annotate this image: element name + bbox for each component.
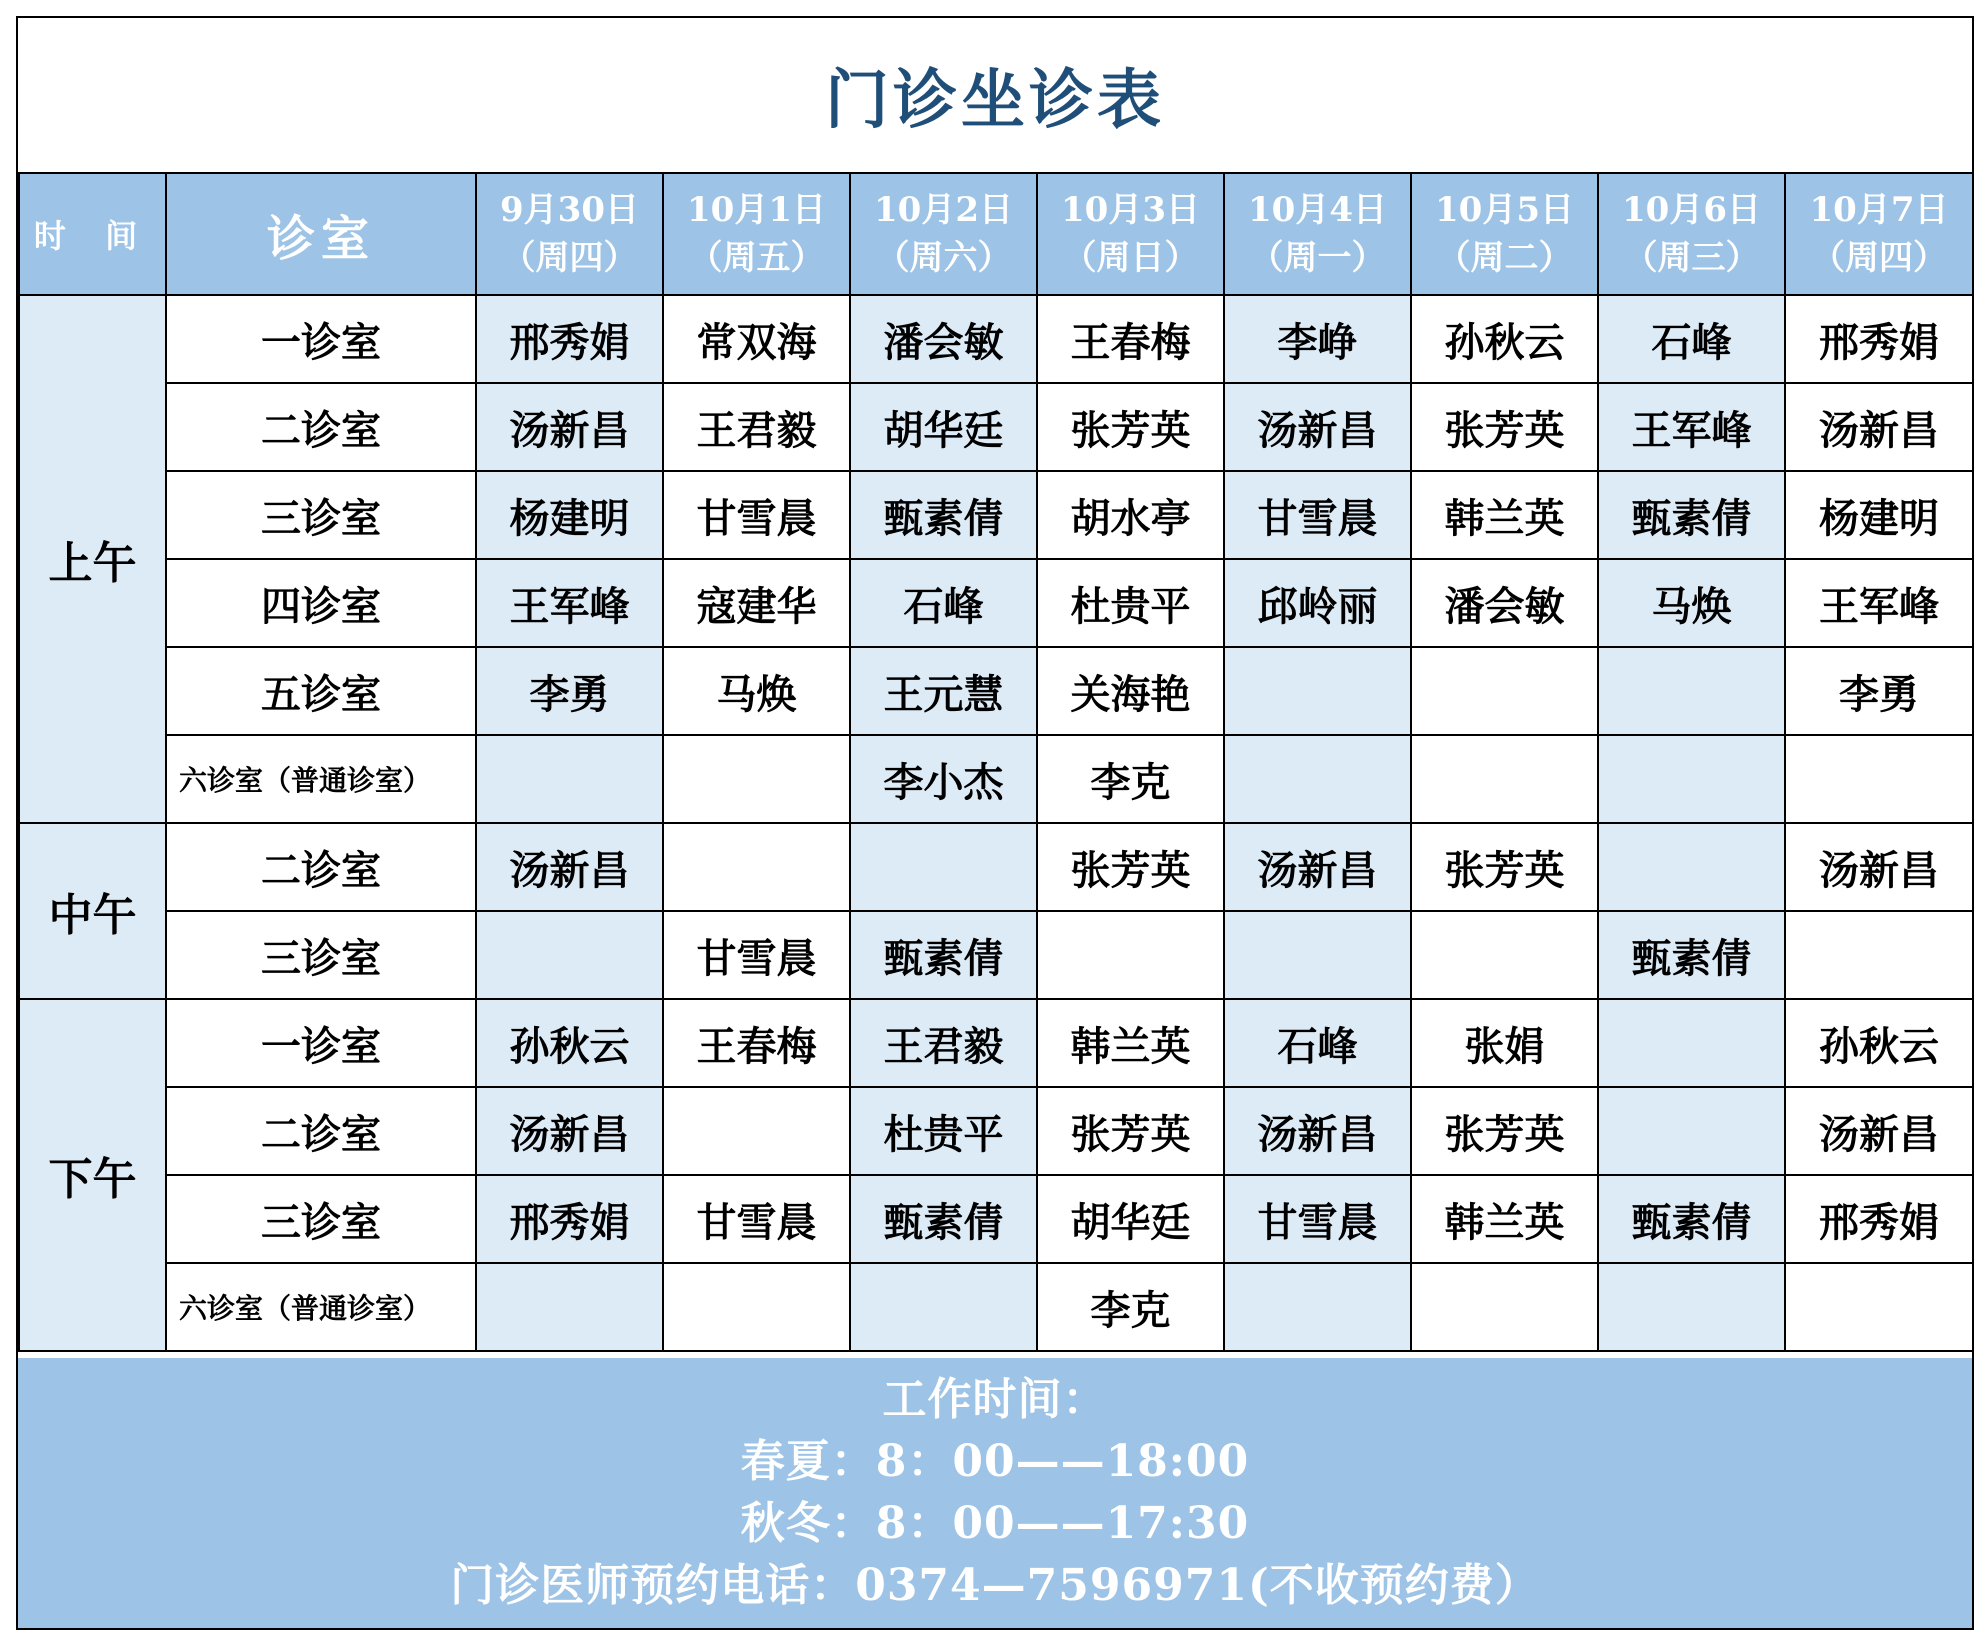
doctor-cell (663, 735, 850, 823)
doctor-cell: 甘雪晨 (1224, 471, 1411, 559)
doctor-cell: 石峰 (1598, 295, 1785, 383)
doctor-cell: 孙秋云 (1411, 295, 1598, 383)
doctor-cell: 潘会敏 (850, 295, 1037, 383)
doctor-cell: 韩兰英 (1411, 1175, 1598, 1263)
doctor-cell: 王军峰 (476, 559, 663, 647)
doctor-cell: 汤新昌 (1224, 383, 1411, 471)
doctor-cell (1411, 735, 1598, 823)
doctor-cell: 石峰 (850, 559, 1037, 647)
doctor-cell (1598, 823, 1785, 911)
doctor-cell: 王君毅 (850, 999, 1037, 1087)
schedule-row (19, 911, 1973, 999)
doctor-cell (850, 1263, 1037, 1351)
date-header: 10月1日 （周五） (663, 173, 850, 295)
doctor-cell (1224, 647, 1411, 735)
page-title: 门诊坐诊表 (825, 63, 1165, 138)
doctor-cell: 甘雪晨 (1224, 1175, 1411, 1263)
doctor-cell: 张芳英 (1411, 823, 1598, 911)
doctor-cell (1224, 911, 1411, 999)
room-label: 三诊室 (166, 471, 476, 559)
room-label: 六诊室（普通诊室） (166, 735, 476, 823)
room-label: 三诊室 (166, 1175, 476, 1263)
doctor-cell (1598, 999, 1785, 1087)
doctor-cell: 汤新昌 (476, 1087, 663, 1175)
doctor-cell (1598, 735, 1785, 823)
doctor-cell: 邢秀娟 (476, 1175, 663, 1263)
doctor-cell (1598, 647, 1785, 735)
room-label: 五诊室 (166, 647, 476, 735)
doctor-cell: 张芳英 (1411, 383, 1598, 471)
doctor-cell: 马焕 (663, 647, 850, 735)
doctor-cell: 甘雪晨 (663, 1175, 850, 1263)
doctor-cell: 杜贵平 (1037, 559, 1224, 647)
doctor-cell: 杨建明 (1785, 471, 1973, 559)
date-header: 10月5日 （周二） (1411, 173, 1598, 295)
doctor-cell: 张娟 (1411, 999, 1598, 1087)
doctor-cell: 王君毅 (663, 383, 850, 471)
room-label: 四诊室 (166, 559, 476, 647)
room-label: 二诊室 (166, 823, 476, 911)
doctor-cell: 汤新昌 (1785, 383, 1973, 471)
doctor-cell: 甄素倩 (850, 471, 1037, 559)
doctor-cell (476, 735, 663, 823)
period-label: 下午 (19, 999, 166, 1351)
date-header: 9月30日 （周四） (476, 173, 663, 295)
header-row (19, 173, 1973, 295)
room-header: 诊室 (166, 173, 476, 295)
schedule-row (19, 647, 1973, 735)
work-hours-footer (18, 1358, 1972, 1628)
doctor-cell (1411, 647, 1598, 735)
doctor-cell: 张芳英 (1411, 1087, 1598, 1175)
doctor-cell (850, 823, 1037, 911)
schedule-row (19, 295, 1973, 383)
footer-autumn-winter: 秋冬：8：00——17:30 (740, 1498, 1250, 1549)
date-header: 10月7日 （周四） (1785, 173, 1973, 295)
doctor-cell (663, 823, 850, 911)
doctor-cell: 汤新昌 (1785, 823, 1973, 911)
doctor-cell: 邢秀娟 (476, 295, 663, 383)
doctor-cell: 李勇 (1785, 647, 1973, 735)
doctor-cell: 常双海 (663, 295, 850, 383)
doctor-cell: 邢秀娟 (1785, 1175, 1973, 1263)
doctor-cell: 王元慧 (850, 647, 1037, 735)
doctor-cell: 李小杰 (850, 735, 1037, 823)
doctor-cell: 韩兰英 (1411, 471, 1598, 559)
doctor-cell: 胡水亭 (1037, 471, 1224, 559)
footer-phone: 门诊医师预约电话：0374—7596971(不收预约费） (450, 1560, 1540, 1611)
date-header: 10月6日 （周三） (1598, 173, 1785, 295)
room-label: 二诊室 (166, 1087, 476, 1175)
doctor-cell: 张芳英 (1037, 383, 1224, 471)
doctor-cell: 甄素倩 (850, 911, 1037, 999)
schedule-row (19, 383, 1973, 471)
schedule-body (19, 295, 1973, 1351)
date-header: 10月3日 （周日） (1037, 173, 1224, 295)
doctor-cell: 甘雪晨 (663, 471, 850, 559)
date-header: 10月2日 （周六） (850, 173, 1037, 295)
doctor-cell: 汤新昌 (1785, 1087, 1973, 1175)
doctor-cell: 邱岭丽 (1224, 559, 1411, 647)
schedule-row (19, 735, 1973, 823)
doctor-cell: 李峥 (1224, 295, 1411, 383)
doctor-cell: 邢秀娟 (1785, 295, 1973, 383)
doctor-cell (1598, 1087, 1785, 1175)
doctor-cell (1785, 911, 1973, 999)
doctor-cell: 杨建明 (476, 471, 663, 559)
schedule-row (19, 559, 1973, 647)
doctor-cell: 甄素倩 (1598, 1175, 1785, 1263)
doctor-cell: 甄素倩 (1598, 471, 1785, 559)
doctor-cell: 潘会敏 (1411, 559, 1598, 647)
doctor-cell: 甄素倩 (850, 1175, 1037, 1263)
room-label: 一诊室 (166, 999, 476, 1087)
schedule-row (19, 999, 1973, 1087)
doctor-cell (1224, 735, 1411, 823)
doctor-cell (1785, 735, 1973, 823)
doctor-cell: 寇建华 (663, 559, 850, 647)
doctor-cell: 王军峰 (1598, 383, 1785, 471)
schedule-row (19, 1263, 1973, 1351)
schedule-sheet (16, 16, 1974, 1630)
doctor-cell: 甘雪晨 (663, 911, 850, 999)
room-label: 二诊室 (166, 383, 476, 471)
doctor-cell: 张芳英 (1037, 1087, 1224, 1175)
doctor-cell (476, 1263, 663, 1351)
doctor-cell (1785, 1263, 1973, 1351)
schedule-table (18, 172, 1974, 1352)
doctor-cell (1411, 1263, 1598, 1351)
doctor-cell: 王春梅 (1037, 295, 1224, 383)
doctor-cell: 张芳英 (1037, 823, 1224, 911)
footer-heading: 工作时间： (882, 1374, 1108, 1425)
period-label: 中午 (19, 823, 166, 999)
period-label: 上午 (19, 295, 166, 823)
doctor-cell: 马焕 (1598, 559, 1785, 647)
doctor-cell: 汤新昌 (1224, 1087, 1411, 1175)
doctor-cell: 汤新昌 (476, 823, 663, 911)
doctor-cell: 李克 (1037, 735, 1224, 823)
doctor-cell: 甄素倩 (1598, 911, 1785, 999)
date-header: 10月4日 （周一） (1224, 173, 1411, 295)
time-header: 时 间 (19, 173, 166, 295)
doctor-cell: 孙秋云 (1785, 999, 1973, 1087)
doctor-cell (476, 911, 663, 999)
doctor-cell: 胡华廷 (850, 383, 1037, 471)
schedule-row (19, 471, 1973, 559)
schedule-row (19, 823, 1973, 911)
schedule-row (19, 1087, 1973, 1175)
footer-spring-summer: 春夏：8：00——18:00 (740, 1436, 1250, 1487)
doctor-cell: 胡华廷 (1037, 1175, 1224, 1263)
doctor-cell: 汤新昌 (476, 383, 663, 471)
doctor-cell: 李克 (1037, 1263, 1224, 1351)
doctor-cell: 王春梅 (663, 999, 850, 1087)
doctor-cell: 李勇 (476, 647, 663, 735)
schedule-row (19, 1175, 1973, 1263)
doctor-cell: 汤新昌 (1224, 823, 1411, 911)
room-label: 一诊室 (166, 295, 476, 383)
doctor-cell: 孙秋云 (476, 999, 663, 1087)
doctor-cell (663, 1087, 850, 1175)
doctor-cell (1037, 911, 1224, 999)
doctor-cell: 关海艳 (1037, 647, 1224, 735)
doctor-cell: 韩兰英 (1037, 999, 1224, 1087)
doctor-cell (1411, 911, 1598, 999)
doctor-cell (1598, 1263, 1785, 1351)
room-label: 六诊室（普通诊室） (166, 1263, 476, 1351)
room-label: 三诊室 (166, 911, 476, 999)
doctor-cell: 王军峰 (1785, 559, 1973, 647)
doctor-cell (1224, 1263, 1411, 1351)
doctor-cell (663, 1263, 850, 1351)
doctor-cell: 杜贵平 (850, 1087, 1037, 1175)
doctor-cell: 石峰 (1224, 999, 1411, 1087)
